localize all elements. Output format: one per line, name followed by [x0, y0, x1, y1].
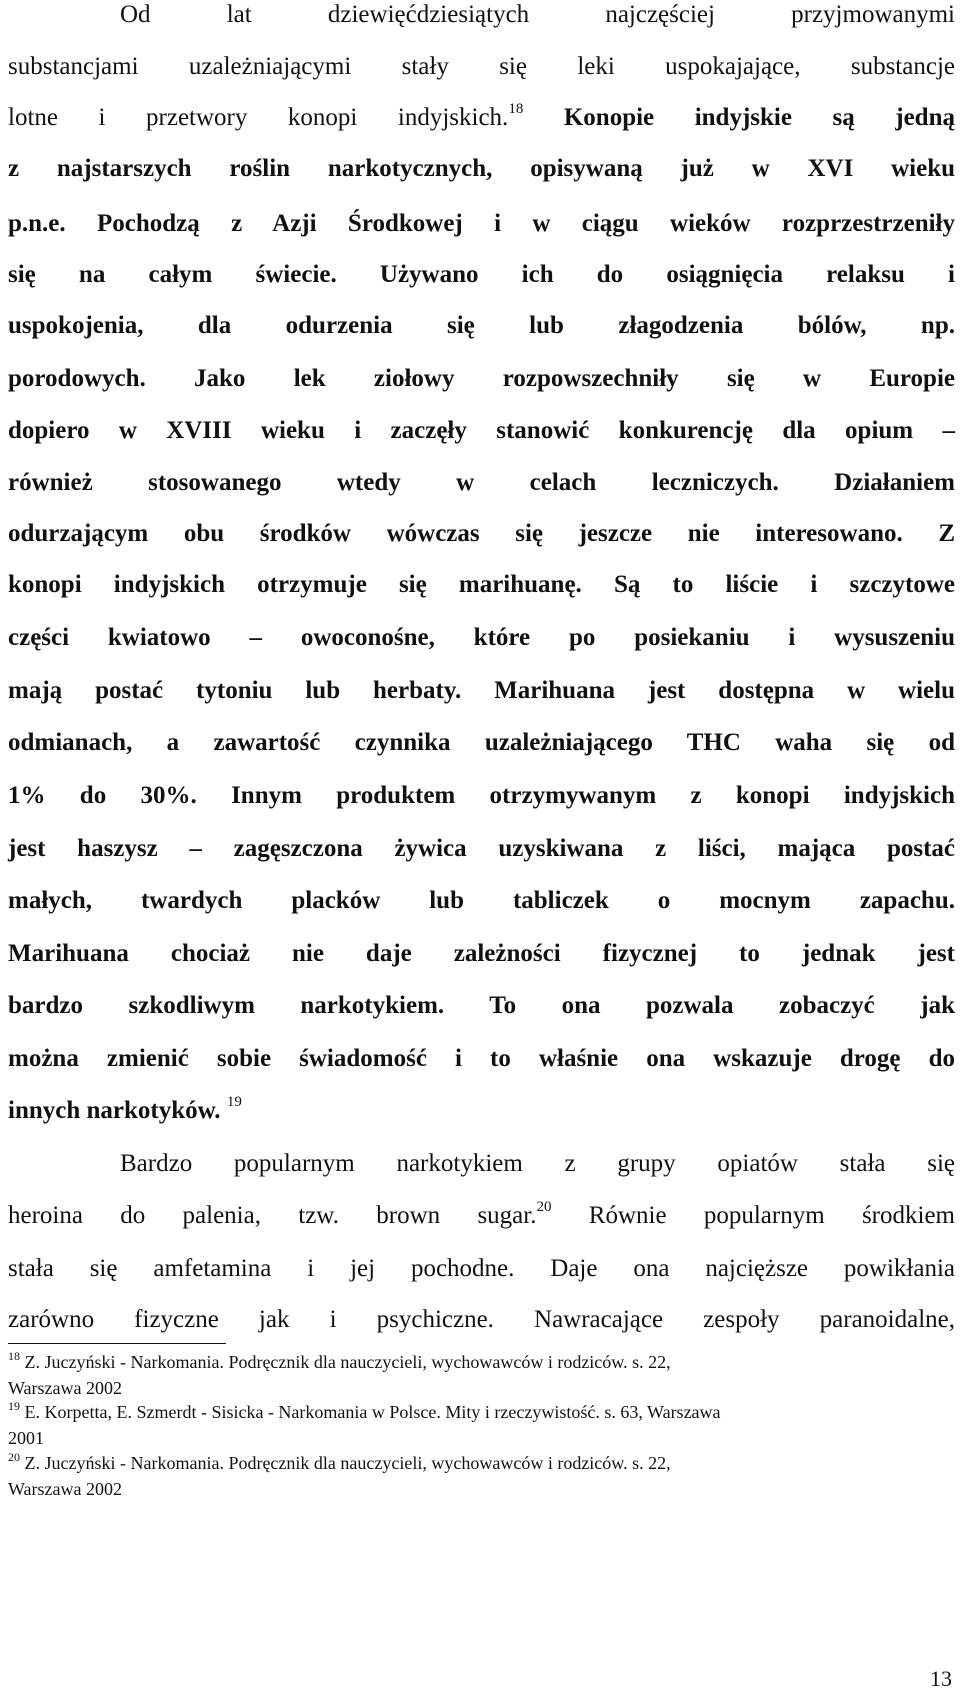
paragraph-line — [8, 1254, 955, 1284]
text-run: części kwiatowo – owoconośne, które po posiekaniu i wysuszeniu — [8, 624, 955, 651]
paragraph-line — [8, 364, 955, 394]
text-run: heroina do palenia, tzw. brown sugar. — [8, 1202, 537, 1229]
footnote-line — [8, 1452, 955, 1474]
paragraph-line — [8, 623, 955, 653]
paragraph-line — [8, 991, 955, 1021]
footnote-line — [8, 1377, 955, 1399]
text-run: się na całym świecie. Używano ich do osiągnięcia relaksu i — [8, 261, 955, 288]
footnote-line — [8, 1401, 955, 1423]
footnote-ref: 18 — [8, 1349, 20, 1363]
paragraph-line — [8, 1201, 955, 1231]
paragraph-line — [120, 0, 955, 30]
text-run: Warszawa 2002 — [8, 1378, 123, 1398]
paragraph-line — [8, 939, 955, 969]
text-run: p.n.e. Pochodzą z Azji Środkowej i w ciągu wieków rozprzestrzeniły — [8, 210, 955, 237]
text-run: małych, twardych placków lub tabliczek o mocnym zapachu. — [8, 887, 955, 914]
text-run: porodowych. Jako lek ziołowy rozpowszechniły się w Europie — [8, 365, 955, 392]
text-run: Z. Juczyński - Narkomania. Podręcznik dla nauczycieli, wychowawców i rodziców. s. 22, — [20, 1352, 671, 1372]
footnote-ref: 20 — [8, 1450, 20, 1464]
text-run: jest haszysz – zagęszczona żywica uzyskiwana z liści, mająca postać — [8, 835, 955, 862]
text-run: innych narkotyków. — [8, 1097, 221, 1124]
text-run: Warszawa 2002 — [8, 1479, 123, 1499]
paragraph-line — [8, 1305, 955, 1335]
paragraph-line — [8, 154, 955, 184]
paragraph-line — [8, 416, 955, 446]
paragraph-line — [8, 781, 955, 811]
footnote-ref: 19 — [226, 1094, 242, 1110]
footnote-ref: 19 — [8, 1399, 20, 1413]
text-run: substancjami uzależniającymi stały się leki uspokajające, substancje — [8, 53, 955, 80]
text-run: Z. Juczyński - Narkomania. Podręcznik dla nauczycieli, wychowawców i rodziców. s. 22, — [20, 1453, 671, 1473]
footnote-line — [8, 1478, 955, 1500]
text-run: również stosowanego wtedy w celach leczniczych. Działaniem — [8, 469, 955, 496]
paragraph-line — [8, 728, 955, 758]
paragraph-line — [8, 834, 955, 864]
text-run: Konopie indyjskie są jedną — [523, 104, 955, 131]
text-run: 2001 — [8, 1428, 44, 1448]
page-number: 13 — [930, 1666, 952, 1691]
text-run: można zmienić sobie świadomość i to właśnie ona wskazuje drogę do — [8, 1045, 955, 1072]
footnote-line — [8, 1427, 955, 1449]
text-run: odurzającym obu środków wówczas się jeszcze nie interesowano. Z — [8, 520, 955, 547]
text-run: bardzo szkodliwym narkotykiem. To ona pozwala zobaczyć jak — [8, 992, 955, 1019]
text-run: 1% do 30%. Innym produktem otrzymywanym z konopi indyjskich — [8, 782, 955, 809]
text-run: Od lat dziewięćdziesiątych najczęściej przyjmowanymi — [120, 1, 955, 28]
paragraph-line — [8, 1096, 955, 1126]
footnote-line — [8, 1351, 955, 1373]
text-run: Równie popularnym środkiem — [551, 1202, 955, 1229]
paragraph-line — [8, 103, 955, 133]
footnote-ref: 18 — [508, 101, 524, 117]
paragraph-line — [8, 570, 955, 600]
paragraph-line — [8, 260, 955, 290]
text-run: konopi indyjskich otrzymuje się marihuanę. Są to liście i szczytowe — [8, 571, 955, 598]
text-run: E. Korpetta, E. Szmerdt - Sisicka - Narkomania w Polsce. Mity i rzeczywistość. s. 63, Warszawa — [20, 1402, 721, 1422]
text-run: lotne i przetwory konopi indyjskich. — [8, 104, 509, 131]
paragraph-line — [8, 519, 955, 549]
text-run: odmianach, a zawartość czynnika uzależniającego THC waha się od — [8, 729, 955, 756]
text-run: uspokojenia, dla odurzenia się lub złagodzenia bólów, np. — [8, 312, 955, 339]
footnote-separator — [8, 1343, 226, 1344]
text-run: Marihuana chociaż nie daje zależności fizycznej to jednak jest — [8, 940, 955, 967]
text-run: mają postać tytoniu lub herbaty. Marihuana jest dostępna w wielu — [8, 677, 955, 704]
footnote-ref: 20 — [536, 1199, 552, 1215]
paragraph-line — [8, 886, 955, 916]
text-run: Bardzo popularnym narkotykiem z grupy opiatów stała się — [120, 1150, 955, 1177]
text-run: zarówno fizyczne jak i psychiczne. Nawracające zespoły paranoidalne, — [8, 1306, 955, 1333]
paragraph-line — [8, 311, 955, 341]
paragraph-line — [8, 676, 955, 706]
paragraph-line — [8, 52, 955, 82]
text-run: stała się amfetamina i jej pochodne. Daje ona najcięższe powikłania — [8, 1255, 955, 1282]
paragraph-line — [120, 1149, 955, 1179]
paragraph-line — [8, 468, 955, 498]
text-run: dopiero w XVIII wieku i zaczęły stanowić konkurencję dla opium – — [8, 417, 955, 444]
paragraph-line — [8, 1044, 955, 1074]
paragraph-line — [8, 209, 955, 239]
text-run: z najstarszych roślin narkotycznych, opisywaną już w XVI wieku — [8, 155, 955, 182]
